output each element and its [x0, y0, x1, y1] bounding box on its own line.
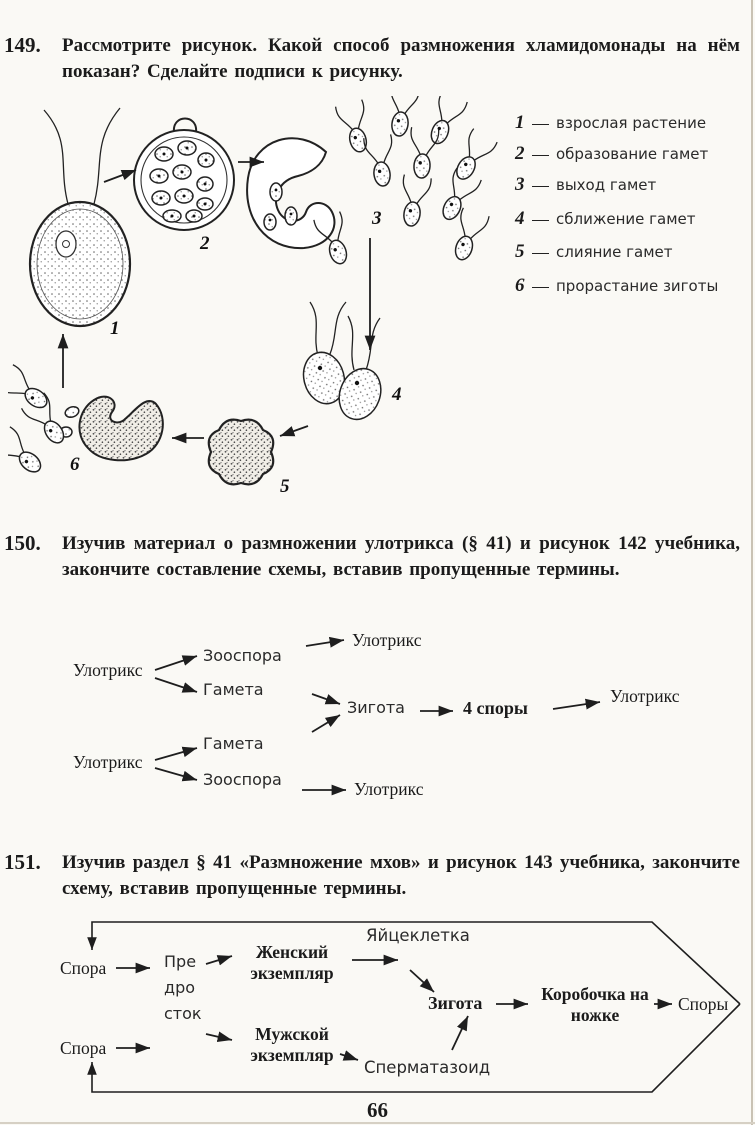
sperm-answer: Сперматазоид [364, 1058, 491, 1077]
legend-number: 3 [515, 174, 525, 195]
task-150-text: Изучив материал о размножении улотрикса (§ 41) и рисунок 142 учебника, закончите составление схемы, вставив пропущенные термины. [62, 533, 740, 580]
task-149-text: Рассмотрите рисунок. Какой способ размножения хламидомонады на нём показан? Сделайте подписи к рисунку. [62, 35, 740, 82]
figure-number-6: 6 [70, 454, 80, 475]
fusing-gamete-pair [298, 302, 388, 425]
dash-line [532, 220, 549, 221]
task-149 [0, 33, 755, 93]
legend-number: 5 [515, 241, 525, 262]
legend-answer: слияние гамет [556, 243, 673, 261]
dash-line [532, 124, 549, 125]
legend-answer: образование гамет [556, 145, 709, 163]
figure-number-4: 4 [392, 384, 402, 405]
dash-line [532, 155, 549, 156]
gamete-formation-cell [134, 119, 234, 231]
legend-item [515, 174, 656, 196]
legend-item [515, 241, 673, 263]
gamete-swarm [314, 96, 498, 268]
task-150-number: 150. [4, 531, 41, 555]
task-151-number: 151. [4, 850, 41, 874]
ulotrix-result-mid: Улотрикс [610, 686, 680, 706]
ulothrix-scheme [0, 622, 755, 817]
figure-number-3: 3 [372, 208, 382, 229]
moss-scheme [0, 908, 755, 1108]
gamete-answer-bottom: Гамета [203, 734, 264, 753]
spores-result: Споры [678, 994, 729, 1014]
page-number: 66 [367, 1098, 388, 1122]
four-spores-label: 4 споры [463, 698, 528, 718]
legend-answer: сближение гамет [556, 210, 696, 228]
zoospore-answer-bottom: Зооспора [203, 770, 282, 789]
task-151 [0, 850, 755, 908]
legend-answer: взрослая растение [556, 114, 707, 132]
spore-start-bottom: Спора [60, 1038, 107, 1058]
capsule-on-stalk-label: Коробочка на ножке [541, 984, 649, 1025]
zygote [209, 420, 273, 485]
dash-line [532, 253, 549, 254]
legend-number: 2 [515, 143, 525, 164]
task-151-text: Изучив раздел § 41 «Размножение мхов» и рисунок 143 учебника, закончите схему, вставив пропущенные термины. [62, 852, 740, 899]
dash-line [532, 287, 549, 288]
legend-item [515, 275, 718, 297]
protonema-answer-line1: Пре [164, 952, 197, 971]
task-150 [0, 531, 755, 615]
gamete-release-cell [247, 138, 334, 248]
legend-item [515, 143, 708, 165]
ulotrix-result-bottom: Улотрикс [354, 779, 424, 799]
ulotrix-result-top: Улотрикс [352, 630, 422, 650]
legend-answer: прорастание зиготы [556, 277, 719, 295]
ulotrix-parent-bottom: Улотрикс [73, 752, 143, 772]
zoospore-answer-top: Зооспора [203, 646, 282, 665]
legend-number: 6 [515, 275, 525, 296]
chlamydomonas-life-cycle-figure [8, 96, 513, 516]
legend-item [515, 208, 695, 230]
life-cycle-drawing [8, 96, 513, 516]
task-149-number: 149. [4, 33, 41, 57]
legend-answer: выход гамет [556, 176, 657, 194]
spore-start-top: Спора [60, 958, 107, 978]
dash-line [532, 186, 549, 187]
zygote-answer: Зигота [347, 698, 405, 717]
protonema-answer-line2: дро [164, 978, 196, 997]
figure-number-2: 2 [200, 233, 210, 254]
female-plant-label: Женский экземпляр [250, 942, 334, 983]
legend-number: 1 [515, 112, 525, 133]
ulotrix-parent-top: Улотрикс [73, 660, 143, 680]
figure-number-5: 5 [280, 476, 290, 497]
egg-cell-answer: Яйцеклетка [366, 926, 470, 945]
germinating-zygote [8, 364, 163, 479]
protonema-answer-line3: сток [164, 1004, 202, 1023]
legend-number: 4 [515, 208, 525, 229]
gamete-answer-top: Гамета [203, 680, 264, 699]
figure-number-1: 1 [110, 318, 120, 339]
adult-cell [30, 108, 130, 326]
zygote-label: Зигота [428, 993, 483, 1013]
legend-item [515, 112, 706, 134]
male-plant-label: Мужской экземпляр [250, 1024, 334, 1065]
